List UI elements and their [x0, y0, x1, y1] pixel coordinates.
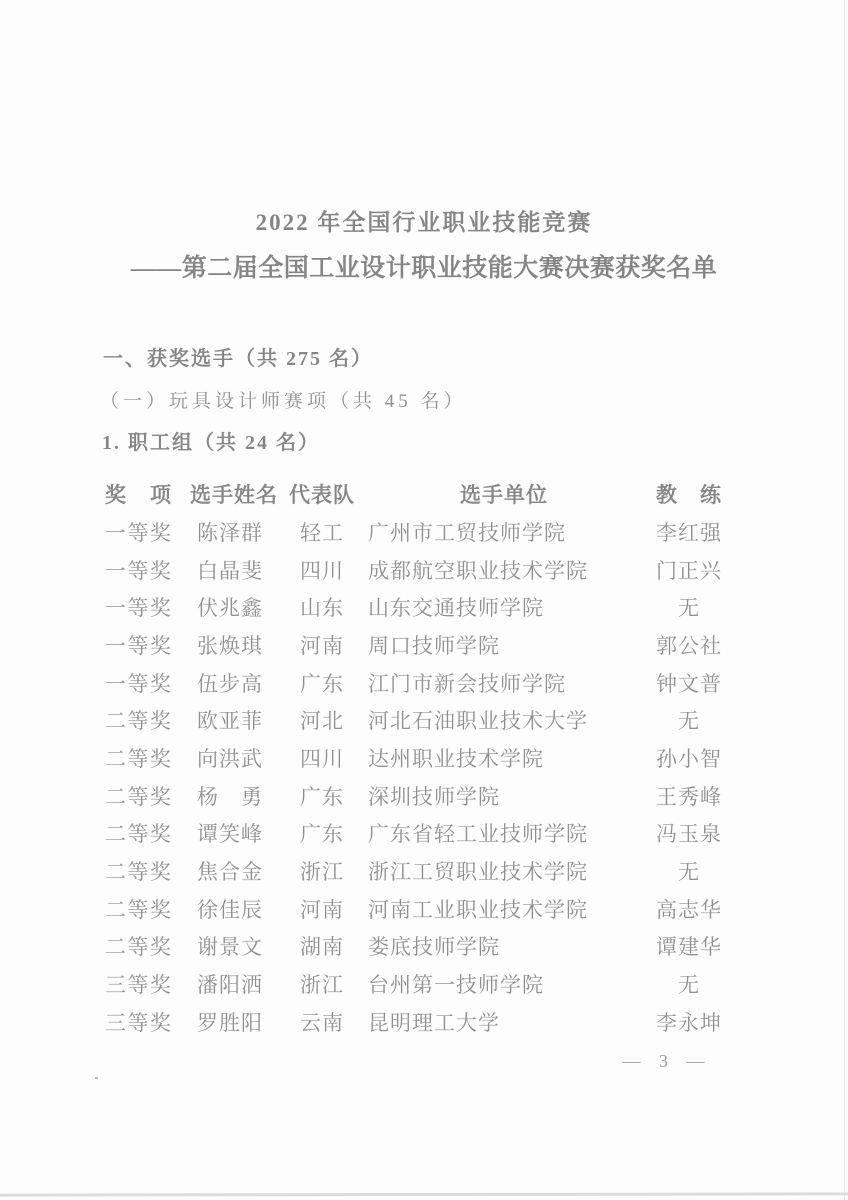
cell-org: 娄底技师学院 — [368, 935, 500, 960]
cell-coach: 门正兴 — [656, 558, 722, 583]
scan-edge-right-artifact — [844, 0, 846, 1200]
cell-prize: 二等奖 — [105, 897, 173, 922]
cell-name: 向洪武 — [197, 746, 263, 771]
award-table-body — [105, 513, 735, 1041]
table-row — [105, 739, 735, 777]
table-header-row — [105, 477, 735, 511]
cell-coach: 王秀峰 — [656, 784, 722, 809]
col-header-team: 代表队 — [289, 483, 355, 507]
section-group-heading: 1. 职工组（共 24 名） — [102, 432, 320, 454]
col-header-coach: 教 练 — [656, 483, 722, 507]
cell-team: 河南 — [300, 633, 344, 658]
cell-org: 成都航空职业技术学院 — [368, 558, 588, 583]
cell-prize: 二等奖 — [105, 935, 173, 960]
cell-name: 谢景文 — [197, 935, 263, 960]
cell-org: 深圳技师学院 — [368, 784, 500, 809]
cell-team: 山东 — [300, 596, 344, 621]
section-winners-heading: 一、获奖选手（共 275 名） — [103, 348, 373, 370]
cell-team: 轻工 — [300, 520, 344, 545]
table-row — [105, 701, 735, 739]
cell-coach: 无 — [678, 709, 700, 734]
cell-org: 浙江工贸职业技术学院 — [368, 860, 588, 885]
cell-team: 四川 — [300, 558, 344, 583]
cell-team: 四川 — [300, 746, 344, 771]
cell-coach: 无 — [678, 596, 700, 621]
cell-name: 白晶斐 — [197, 558, 263, 583]
cell-org: 河南工业职业技术学院 — [368, 897, 588, 922]
table-row — [105, 928, 735, 966]
cell-team: 浙江 — [300, 860, 344, 885]
cell-org: 昆明理工大学 — [368, 1010, 500, 1035]
cell-coach: 郭公社 — [656, 633, 722, 658]
table-row — [105, 815, 735, 853]
table-row — [105, 777, 735, 815]
cell-team: 湖南 — [300, 935, 344, 960]
cell-prize: 二等奖 — [105, 709, 173, 734]
cell-org: 河北石油职业技术大学 — [368, 709, 588, 734]
cell-name: 陈泽群 — [197, 520, 263, 545]
table-row — [105, 513, 735, 551]
section-event-heading: （一）玩具设计师赛项（共 45 名） — [100, 391, 467, 412]
cell-team: 河南 — [300, 897, 344, 922]
table-row — [105, 551, 735, 589]
cell-name: 焦合金 — [197, 860, 263, 885]
cell-coach: 钟文普 — [656, 671, 722, 696]
cell-coach: 无 — [678, 860, 700, 885]
cell-name: 伏兆鑫 — [197, 596, 263, 621]
cell-coach: 高志华 — [656, 897, 722, 922]
table-row — [105, 852, 735, 890]
table-row — [105, 1003, 735, 1041]
cell-coach: 谭建华 — [656, 935, 722, 960]
cell-coach: 李红强 — [656, 520, 722, 545]
cell-org: 山东交通技师学院 — [368, 596, 544, 621]
cell-coach: 李永坤 — [656, 1010, 722, 1035]
cell-name: 欧亚菲 — [197, 709, 263, 734]
cell-org: 台州第一技师学院 — [368, 973, 544, 998]
cell-prize: 一等奖 — [105, 633, 173, 658]
page-number: — 3 — — [622, 1051, 708, 1071]
cell-prize: 三等奖 — [105, 1010, 173, 1035]
cell-team: 广东 — [300, 784, 344, 809]
cell-name: 杨 勇 — [197, 784, 263, 809]
cell-name: 罗胜阳 — [197, 1010, 263, 1035]
document-title-line2: ——第二届全国工业设计职业技能大赛决赛获奖名单 — [130, 255, 718, 282]
cell-prize: 三等奖 — [105, 973, 173, 998]
cell-team: 广东 — [300, 671, 344, 696]
cell-prize: 一等奖 — [105, 596, 173, 621]
cell-name: 伍步高 — [197, 671, 263, 696]
cell-coach: 冯玉泉 — [656, 822, 722, 847]
cell-prize: 二等奖 — [105, 860, 173, 885]
table-row — [105, 965, 735, 1003]
cell-prize: 一等奖 — [105, 520, 173, 545]
cell-team: 浙江 — [300, 973, 344, 998]
cell-org: 江门市新会技师学院 — [368, 671, 566, 696]
cell-prize: 一等奖 — [105, 671, 173, 696]
cell-team: 河北 — [300, 709, 344, 734]
cell-prize: 二等奖 — [105, 746, 173, 771]
scan-edge-bottom-artifact — [0, 1192, 848, 1196]
cell-prize: 一等奖 — [105, 558, 173, 583]
cell-name: 潘阳洒 — [197, 973, 263, 998]
cell-coach: 孙小智 — [656, 746, 722, 771]
col-header-prize: 奖 项 — [105, 483, 173, 507]
col-header-name: 选手姓名 — [190, 483, 278, 507]
scan-speck-artifact — [95, 1077, 98, 1079]
cell-name: 谭笑峰 — [197, 822, 263, 847]
cell-name: 徐佳辰 — [197, 897, 263, 922]
table-row — [105, 890, 735, 928]
document-title-line1: 2022 年全国行业职业技能竞赛 — [255, 210, 593, 235]
table-row — [105, 626, 735, 664]
cell-coach: 无 — [678, 973, 700, 998]
cell-prize: 二等奖 — [105, 784, 173, 809]
table-row — [105, 588, 735, 626]
cell-org: 广州市工贸技师学院 — [368, 520, 566, 545]
cell-org: 周口技师学院 — [368, 633, 500, 658]
cell-name: 张焕琪 — [197, 633, 263, 658]
cell-prize: 二等奖 — [105, 822, 173, 847]
cell-org: 达州职业技术学院 — [368, 746, 544, 771]
table-row — [105, 664, 735, 702]
cell-org: 广东省轻工业技师学院 — [368, 822, 588, 847]
cell-team: 广东 — [300, 822, 344, 847]
award-table — [105, 477, 735, 1041]
col-header-org: 选手单位 — [460, 483, 548, 507]
cell-team: 云南 — [300, 1010, 344, 1035]
